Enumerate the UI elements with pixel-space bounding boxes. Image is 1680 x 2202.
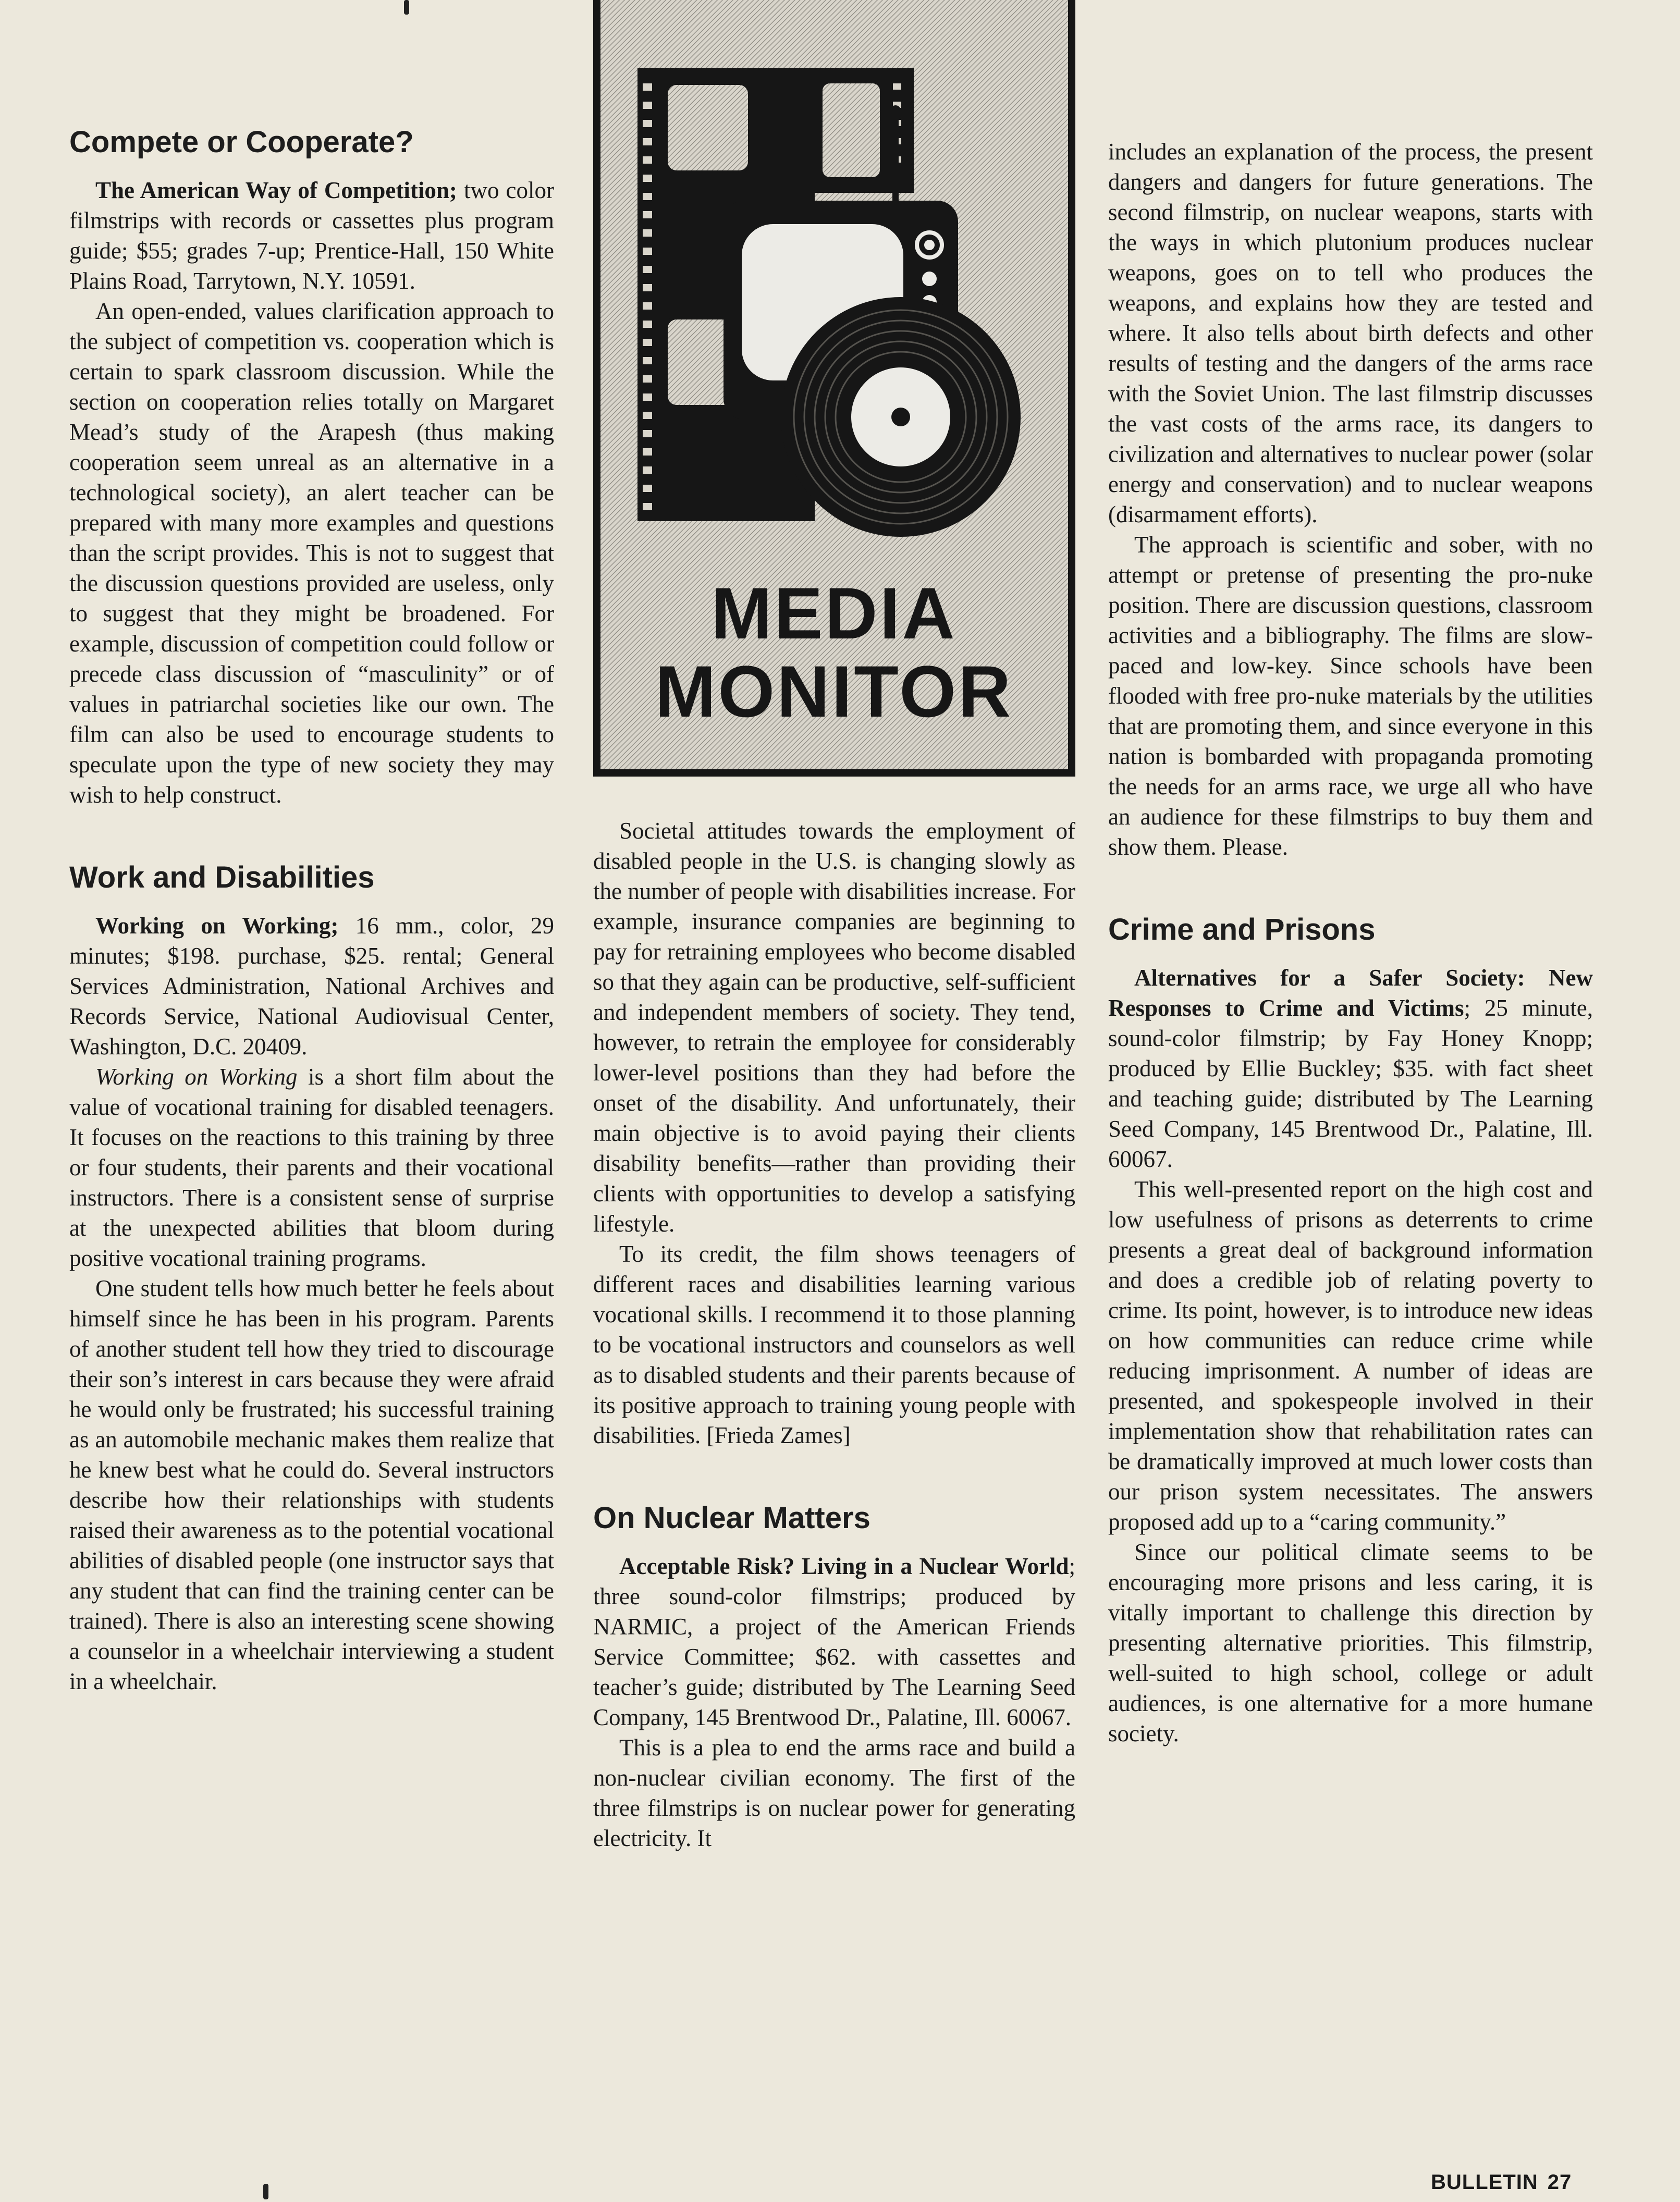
review-details: ; 25 minute, sound-color filmstrip; by Fay Honey Knopp; produced by Ellie Buckley; $35. with fact sheet and teaching guide; distributed by The Learning Seed Company, 145 Brentwood Dr., Palatine, Ill. 60067. (1108, 995, 1593, 1172)
review-details: ; three sound-color filmstrips; produced by NARMIC, a project of the American Friends Service Committee; $62. with cassettes and teacher’s guide; distributed by The Learning Seed Company, 145 Brentwood Dr., Palatine, Ill. 60067. (593, 1553, 1075, 1730)
section-heading-work: Work and Disabilities (69, 860, 375, 894)
paragraph: This well-presented report on the high cost and low usefulness of prisons as deterrents to crime presents a great deal of background information and does a credible job of relating poverty to crime. Its point, however, is to introduce new ideas on how communities can reduce crime while reducing imprisonment. A number of ideas are presented, and spokespeople involved in their implementation show that rehabilitation rates can be dramatically improved at much lower costs than our prison system necessitates. The answers proposed add up to a “caring community.” (1108, 1176, 1593, 1535)
paragraph: One student tells how much better he feels about himself since he has been in his program. Parents of another student tell how they tried to discourage their son’s interest in cars because they were afraid he would only be frustrated; his successful training as an automobile mechanic makes them realize that he knew best what he could do. Several instructors describe how their relationships with students raised their awareness as to the potential vocational abilities of disabled people (one instructor says that any student that can find the training center can be trained). There is also an interesting scene showing a counselor in a wheelchair interviewing a student in a wheelchair. (69, 1275, 554, 1694)
section-heading-nuclear: On Nuclear Matters (593, 1501, 870, 1535)
paragraph-text: is a short film about the value of vocational training for disabled teenagers. It focuses on the reactions to this training by three or four students, their parents and their vocational instructors. There is a consistent sense of surprise at the unexpected abilities that bloom during positive vocational training programs. (69, 1064, 554, 1271)
paragraph: includes an explanation of the process, the present dangers and dangers for future generations. The second filmstrip, on nuclear weapons, starts with the ways in which plutonium produces nuclear weapons, goes on to tell who produces the weapons, and explains how they are tested and where. It also tells about birth defects and other results of testing and the dangers of the arms race with the Soviet Union. The last filmstrip discusses the vast costs of the arms race, its dangers to civilization and alternatives to nuclear power (solar energy and conservation) and to nuclear weapons (disarmament efforts). (1108, 139, 1593, 527)
paragraph: To its credit, the film shows teenagers of different races and disabilities learning various vocational skills. I recommend it to those planning to be vocational instructors and counselors as well as to disabled students and their parents because of its positive approach to training young people with disabilities. [Frieda Zames] (593, 1241, 1075, 1448)
column-2 (593, 816, 1075, 1853)
paragraph: Since our political climate seems to be encouraging more prisons and less caring, it is vitally important to challenge this direction by presenting alternative priorities. This filmstrip, well-suited to high school, college or adult audiences, is one alternative for a more humane society. (1108, 1539, 1593, 1746)
review-title: Acceptable Risk? Living in a Nuclear World (619, 1553, 1069, 1579)
review-title: Alternatives for a Safer Society: New Responses to Crime and Victims (1108, 965, 1593, 1021)
review-title: The American Way of Competition; (95, 177, 457, 203)
film-title-italic: Working on Working (95, 1064, 298, 1090)
scan-mark (404, 0, 409, 15)
page-footer (1431, 2171, 1572, 2194)
media-monitor-logo (593, 0, 1075, 777)
review-citation (1108, 963, 1593, 1174)
logo-text-media: MEDIA (711, 572, 957, 654)
review-details: 16 mm., color, 29 minutes; $198. purchase, $25. rental; General Services Administration, National Archives and Records Service, National Audiovisual Center, Washington, D.C. 20409. (69, 913, 554, 1060)
logo-text-monitor: MONITOR (655, 650, 1013, 732)
paragraph: This is a plea to end the arms race and build a non-nuclear civilian economy. The first of the three filmstrips is on nuclear power for generating electricity. It (593, 1734, 1075, 1851)
column-1 (69, 124, 554, 1696)
paragraph: The approach is scientific and sober, with no attempt or pretense of presenting the pro-nuke position. There are discussion questions, classroom activities and a bibliography. The films are slow-paced and low-key. Since schools have been flooded with free pro-nuke materials by the utilities that are promoting them, and since everyone in this nation is bombarded with propaganda promoting the needs for an arms race, we urge all who have an audience for these filmstrips to buy them and show them. Please. (1108, 532, 1593, 860)
media-monitor-illustration (593, 0, 1075, 777)
paragraph: An open-ended, values clarification approach to the subject of competition vs. cooperation which is certain to spark classroom discussion. While the section on cooperation relies totally on Margaret Mead’s study of the Arapesh (thus making cooperation seem unreal as an alternative in a technological society), an alert teacher can be prepared with many more examples and questions than the script provides. This is not to suggest that the discussion questions provided are useless, only to suggest that they might be broadened. For example, discussion of competition could follow or precede class discussion of “masculinity” or of values in patriarchal societies like our own. The film can also be used to encourage students to speculate upon the type of new society they may wish to help construct. (69, 298, 554, 808)
scan-mark (263, 2184, 268, 2199)
column-3 (1108, 137, 1593, 1749)
review-citation (69, 911, 554, 1062)
paragraph (69, 1062, 554, 1273)
paragraph: Societal attitudes towards the employment of disabled people in the U.S. is changing slowly as the number of people with disabilities increase. For example, insurance companies are beginning to pay for retraining employees who become disabled so that they again can be productive, self-sufficient and independent members of society. They tend, however, to retrain the employee for considerably lower-level positions than they had before the onset of the disability. And unfortunately, their main objective is to avoid paying their clients disability benefits—rather than providing their clients with opportunities to develop a satisfying lifestyle. (593, 818, 1075, 1237)
section-heading-compete: Compete or Cooperate? (69, 125, 414, 159)
review-title: Working on Working; (95, 913, 339, 939)
section-heading-crime: Crime and Prisons (1108, 913, 1376, 946)
page-number: 27 (1547, 2171, 1572, 2194)
review-details: two color filmstrips with records or cassettes plus program guide; $55; grades 7-up; Prentice-Hall, 150 White Plains Road, Tarrytown, N.Y. 10591. (69, 177, 555, 294)
publication-name: BULLETIN (1431, 2171, 1538, 2194)
review-citation (69, 175, 554, 296)
review-citation (593, 1551, 1075, 1732)
